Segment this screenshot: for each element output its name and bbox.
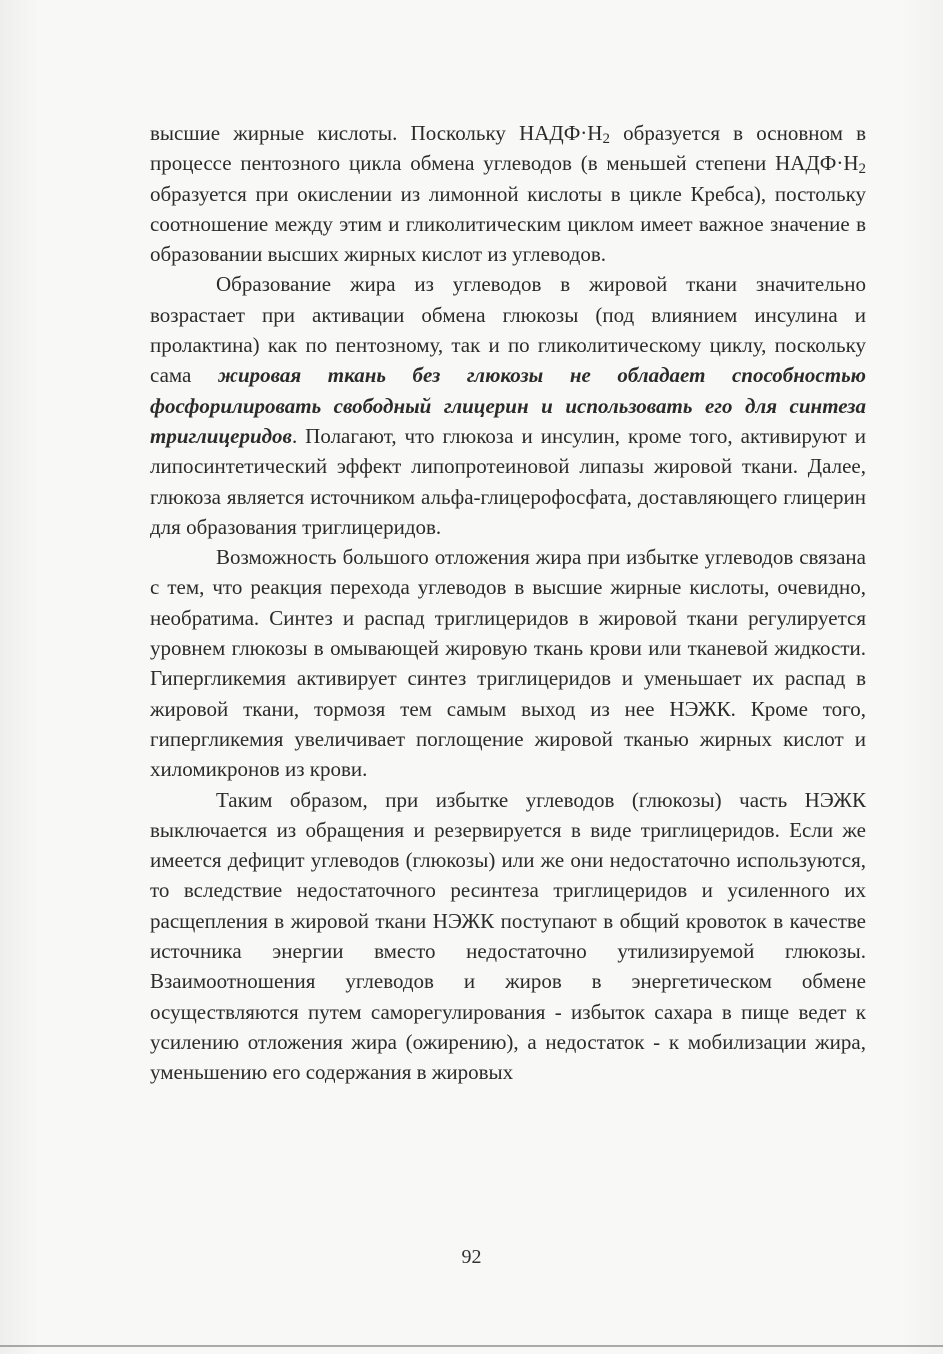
paragraph-4: Таким образом, при избытке углеводов (глюкозы) часть НЭЖК выключается из обращения и резервируется в виде триглицеридов. Если же имеется дефицит углеводов (глюкозы) или же они недостаточно используются, то вследствие недостаточного ресинтеза триглицеридов и усиленного их расщепления в жировой ткани НЭЖК поступают в общий кровоток в качестве источника энергии вместо недостаточно утилизируемой глюкозы. Взаимоотношения углеводов и жиров в энергетическом обмене осуществляются путем саморегулирования - избыток сахара в пище ведет к усилению отложения жира (ожирению), а недостаток - к мобилизации жира, уменьшению его содержания в жировых xyxy=(150,787,866,1085)
page-number: 92 xyxy=(461,1246,482,1268)
paragraph-2 xyxy=(150,269,866,542)
p1-part-b: образуется в основном в процессе пентозного цикла обмена углеводов (в меньшей степени НАДФ·Н xyxy=(150,121,866,176)
paragraph-1 xyxy=(150,118,866,269)
p1-subscript-a: 2 xyxy=(602,131,610,147)
p1-part-c: образуется при окислении из лимонной кислоты в цикле Кребса), постольку соотношение между этим и гликолитическим циклом имеет важное значение в образовании высших жирных кислот из углеводов. xyxy=(150,181,866,267)
p1-subscript-b: 2 xyxy=(858,161,866,178)
p2-emphasis: жировая ткань без глюкозы не обладает способностью фосфорилировать свободный глицерин и использовать его для синтеза триглицеридов xyxy=(150,363,866,448)
p1-part-a: высшие жирные кислоты. Поскольку НАДФ·Н xyxy=(150,121,603,145)
page-bottom-edge xyxy=(0,1345,943,1347)
p2-part-a: Образование жира из углеводов в жировой ткани значительно возрастает при активации обмена глюкозы (под влиянием инсулина и пролактина) как по пентозному, так и по гликолитическому циклу, поскольку сама xyxy=(150,272,866,388)
p2-part-b: . Полагают, что глюкоза и инсулин, кроме того, активируют и липосинтетический эффект липопротеиновой липазы жировой ткани. Далее, глюкоза является источником альфа-глицерофосфата, доставляющего глицерин для образования триглицеридов. xyxy=(150,423,866,539)
paragraph-3: Возможность большого отложения жира при избытке углеводов связана с тем, что реакция перехода углеводов в высшие жирные кислоты, очевидно, необратима. Синтез и распад триглицеридов в жировой ткани регулируется уровнем глюкозы в омывающей жировую ткань крови или тканевой жидкости. Гипергликемия активирует синтез триглицеридов и уменьшает их распад в жировой ткани, тормозя тем самым выход из нее НЭЖК. Кроме того, гипергликемия увеличивает поглощение жировой тканью жирных кислот и хиломикронов из крови. xyxy=(150,545,866,782)
body-text xyxy=(150,118,866,1088)
